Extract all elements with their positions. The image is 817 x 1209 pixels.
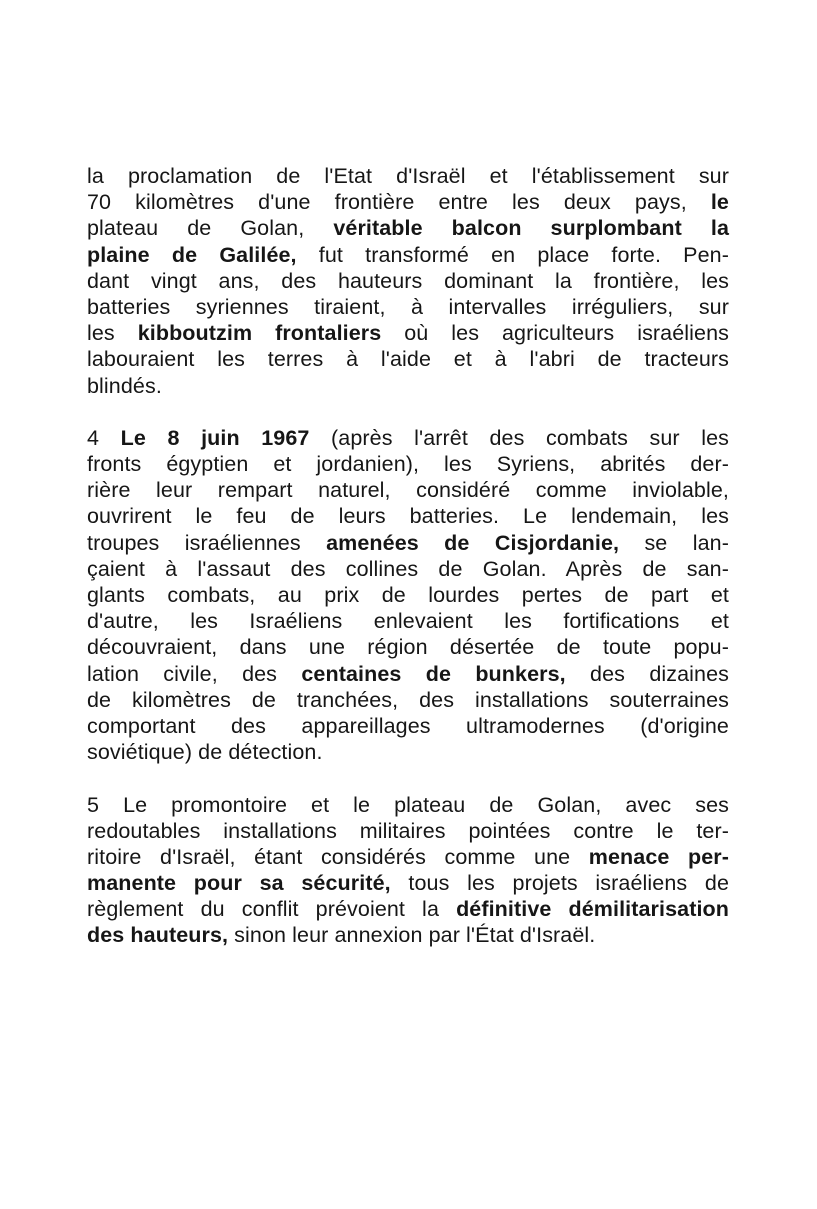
- text-line: [87, 687, 729, 713]
- text-segment: 4: [87, 425, 121, 450]
- text-line: [87, 922, 729, 948]
- text-segment: dant vingt ans, des hauteurs dominant la frontière, les: [87, 268, 729, 293]
- text-line: [87, 896, 729, 922]
- text-segment: découvraient, dans une région désertée de toute popu-: [87, 635, 729, 660]
- text-segment: sinon leur annexion par l'État d'Israël.: [228, 923, 596, 948]
- text-segment: rière leur rempart naturel, considéré comme inviolable,: [87, 478, 729, 503]
- text-line: [87, 661, 729, 687]
- text-segment: les: [87, 321, 138, 346]
- text-segment: lation civile, des: [87, 661, 302, 686]
- bold-text-segment: amenées de Cisjordanie,: [326, 530, 620, 555]
- text-line: [87, 215, 729, 241]
- text-line: [87, 268, 729, 294]
- bold-text-segment: Le 8 juin 1967: [120, 425, 310, 450]
- text-line: [87, 608, 729, 634]
- text-segment: se lan-: [619, 530, 729, 555]
- text-line: [87, 503, 729, 529]
- text-segment: ritoire d'Israël, étant considérés comme une: [87, 844, 589, 869]
- text-segment: de kilomètres de tranchées, des installations souterraines: [87, 687, 729, 712]
- text-line: [87, 425, 729, 451]
- text-line: [87, 844, 729, 870]
- bold-text-segment: le: [710, 190, 729, 215]
- text-line: [87, 870, 729, 896]
- text-segment: des dizaines: [565, 661, 730, 686]
- text-segment: glants combats, au prix de lourdes pertes de part et: [87, 583, 729, 607]
- paragraph-item-4: [87, 425, 729, 765]
- text-line: [87, 163, 729, 189]
- text-segment: labouraient les terres à l'aide et à l'abri de tracteurs: [87, 347, 729, 372]
- text-line: [87, 818, 729, 844]
- text-segment: où les agriculteurs israéliens: [381, 321, 730, 346]
- text-segment: fronts égyptien et jordanien), les Syriens, abrités der-: [87, 452, 729, 477]
- text-segment: comportant des appareillages ultramodernes (d'origine: [87, 713, 729, 738]
- text-line: [87, 294, 729, 320]
- text-line: [87, 242, 729, 268]
- text-segment: (après l'arrêt des combats sur les: [309, 425, 730, 450]
- text-line: [87, 792, 729, 818]
- paragraph-item-5: [87, 792, 729, 949]
- text-line: [87, 346, 729, 372]
- bold-text-segment: plaine de Galilée,: [87, 242, 297, 267]
- text-segment: batteries syriennes tiraient, à intervalles irréguliers, sur: [87, 294, 729, 319]
- bold-text-segment: centaines de bunkers,: [301, 661, 566, 686]
- text-line: [87, 320, 729, 346]
- text-segment: ouvrirent le feu de leurs batteries. Le lendemain, les: [87, 504, 729, 529]
- text-line: [87, 634, 729, 660]
- bold-text-segment: kibboutzim frontaliers: [137, 321, 382, 346]
- text-line: [87, 373, 729, 399]
- paragraph-golan-history: [87, 163, 729, 399]
- text-line: [87, 739, 729, 765]
- text-segment: soviétique) de détection.: [87, 740, 323, 765]
- bold-text-segment: manente pour sa sécurité,: [87, 871, 391, 896]
- text-line: [87, 530, 729, 556]
- text-segment: fut transformé en place forte. Pen-: [296, 242, 729, 267]
- text-segment: règlement du conflit prévoient la: [87, 897, 457, 922]
- text-segment: 5 Le promontoire et le plateau de Golan, avec ses: [87, 792, 729, 817]
- bold-text-segment: véritable balcon surplombant la: [333, 216, 729, 241]
- bold-text-segment: définitive démilitarisation: [456, 897, 729, 922]
- text-line: [87, 189, 729, 215]
- text-segment: tous les projets israéliens de: [390, 871, 730, 896]
- text-segment: çaient à l'assaut des collines de Golan. Après de san-: [87, 556, 729, 581]
- text-line: [87, 451, 729, 477]
- text-segment: redoutables installations militaires pointées contre le ter-: [87, 818, 729, 843]
- text-line: [87, 582, 729, 608]
- text-segment: 70 kilomètres d'une frontière entre les deux pays,: [87, 190, 711, 215]
- text-line: [87, 477, 729, 503]
- text-segment: blindés.: [87, 373, 162, 398]
- text-segment: d'autre, les Israéliens enlevaient les fortifications et: [87, 609, 729, 634]
- text-segment: troupes israéliennes: [87, 530, 327, 555]
- text-line: [87, 556, 729, 582]
- bold-text-segment: menace per-: [588, 844, 729, 869]
- document-text: [87, 163, 729, 975]
- text-segment: la proclamation de l'Etat d'Israël et l'établissement sur: [87, 164, 729, 188]
- text-segment: plateau de Golan,: [87, 216, 334, 241]
- text-line: [87, 713, 729, 739]
- bold-text-segment: des hauteurs,: [87, 923, 229, 948]
